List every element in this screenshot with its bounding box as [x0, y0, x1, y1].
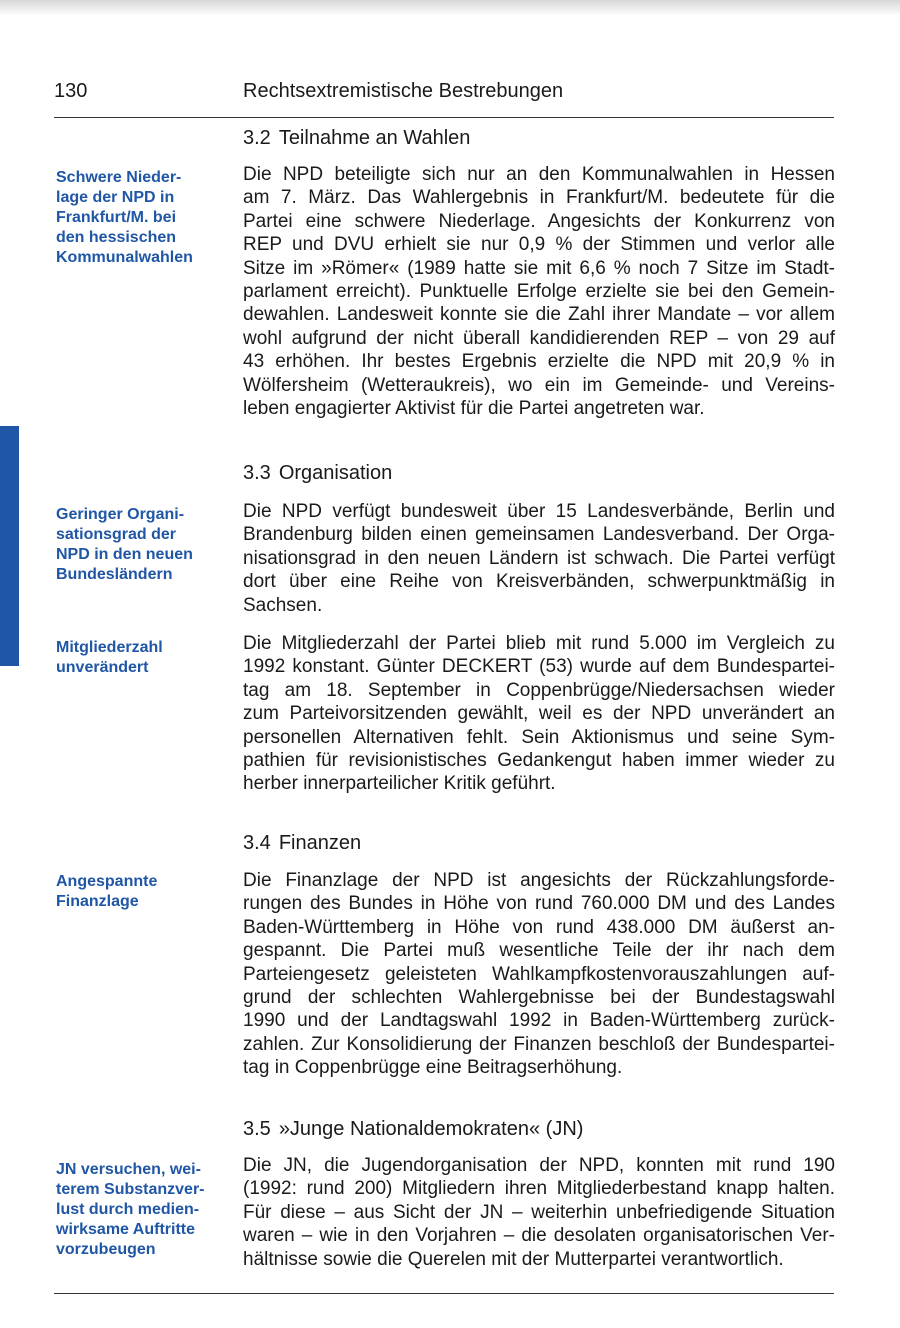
section-heading-3-4: 3.4 Finanzen [243, 832, 362, 854]
section-heading-3-5: 3.5 »Junge Nationaldemokraten« (JN) [243, 1118, 584, 1140]
paragraph-members: Die Mitgliederzahl der Partei blieb mit rund 5.000 im Vergleich zu 1992 konstant. Günter DECKERT (53) wurde auf dem Bundespartei- tag am 18. September in Coppenbrügge/Niedersachsen wieder zum Parteivorsitzenden gewählt, weil es der NPD unverändert an personellen Alternativen fehlt. Sein Aktionismus und seine Sym- pathien für revisionistisches Gedankengut haben immer wieder zu herber innerparteilicher Kritik geführt. [243, 633, 835, 795]
page-number: 130 [54, 80, 88, 102]
footer-rule [54, 1293, 834, 1294]
margin-note-frankfurt: Schwere Nieder- lage der NPD in Frankfurt/M. bei den hessischen Kommunalwahlen [56, 169, 193, 266]
page-header [0, 80, 900, 106]
paragraph-finances: Die Finanzlage der NPD ist angesichts der Rückzahlungsforde- rungen des Bundes in Höhe von rund 760.000 DM und des Landes Baden-Württemberg in Höhe von rund 438.000 DM äußerst an- gespannt. Die Partei muß wesentliche Teile der ihr nach dem Parteiengesetz geleisteten Wahlkampfkostenvorauszahlungen auf- grund der schlechten Wahlergebnisse bei der Bundestagswahl 1990 und der Landtagswahl 1992 in Baden-Württemberg zurück- zahlen. Zur Konsolidierung der Finanzen beschloß der Bundespartei- tag in Coppenbrügge eine Beitragserhöhung. [243, 870, 835, 1079]
running-title: Rechtsextremistische Bestrebungen [243, 80, 564, 102]
paragraph-jn: Die JN, die Jugendorganisation der NPD, konnten mit rund 190 (1992: rund 200) Mitgliedern ihren Mitgliederbestand knapp halten. Für diese – aus Sicht der JN – weiterhin unbefriedigende Situation waren – wie in den Vorjahren – die desolaten organisatorischen Ver- hältnisse sowie die Querelen mit der Mutterpartei verantwortlich. [243, 1155, 835, 1270]
margin-note-members: Mitgliederzahl unverändert [56, 639, 163, 676]
paragraph-elections: Die NPD beteiligte sich nur an den Kommunalwahlen in Hessen am 7. März. Das Wahlergebnis in Frankfurt/M. bedeutete für die Partei eine schwere Niederlage. Angesichts der Konkurrenz von REP und DVU erhielt sie nur 0,9 % der Stimmen und verlor alle Sitze im »Römer« (1989 hatte sie mit 6,6 % noch 7 Sitze im Stadt- parlament erreicht). Punktuelle Erfolge erzielte sie bei den Gemein- dewahlen. Landesweit konnte sie die Zahl ihrer Mandate – vor allem wohl aufgrund der nicht überall kandidierenden REP – von 29 auf 43 erhöhen. Ihr bestes Ergebnis erzielte die NPD mit 20,9 % in Wölfersheim (Wetteraukreis), wo ein im Gemeinde- und Vereins- leben engagierter Aktivist für die Partei angetreten war. [243, 164, 835, 419]
margin-note-organisation: Geringer Organi- sationsgrad der NPD in den neuen Bundesländern [56, 506, 193, 583]
margin-note-jn: JN versuchen, wei- terem Substanzver- lust durch medien- wirksame Auftritte vorzubeugen [56, 1161, 205, 1258]
paragraph-organisation: Die NPD verfügt bundesweit über 15 Landesverbände, Berlin und Brandenburg bilden einen gemeinsamen Landesverband. Der Orga- nisationsgrad in den neuen Ländern ist schwach. Die Partei verfügt dort über eine Reihe von Kreisverbänden, schwerpunktmäßig in Sachsen. [243, 501, 835, 616]
section-heading-3-3: 3.3 Organisation [243, 462, 393, 484]
chapter-marker-bar [0, 426, 19, 666]
margin-note-finances: Angespannte Finanzlage [56, 873, 158, 910]
scan-top-edge [0, 0, 900, 16]
header-rule [54, 117, 834, 118]
section-heading-3-2: 3.2 Teilnahme an Wahlen [243, 127, 471, 149]
